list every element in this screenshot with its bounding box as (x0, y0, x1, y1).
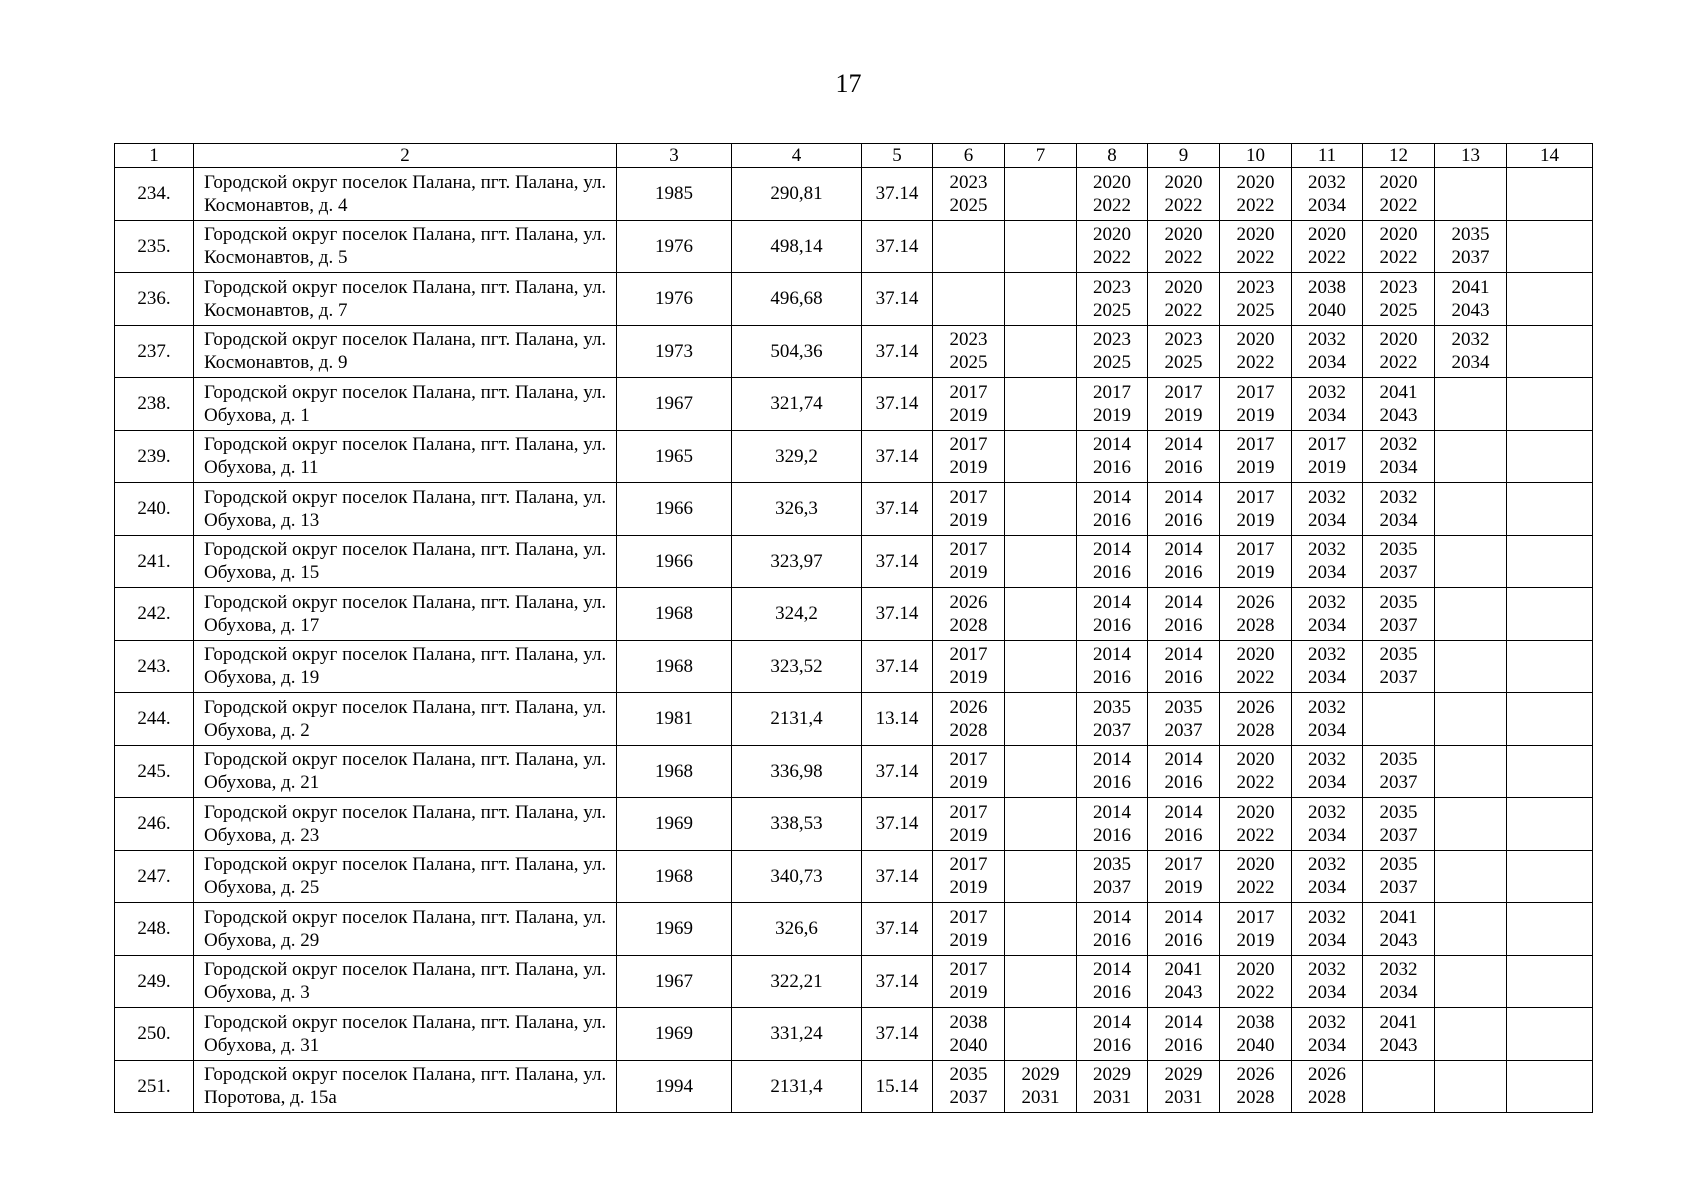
table-cell (1005, 798, 1077, 851)
table-cell: 2014 2016 (1077, 798, 1148, 851)
table-cell: 1981 (617, 693, 732, 746)
table-cell (1363, 693, 1435, 746)
table-cell: 2020 2022 (1148, 273, 1220, 326)
table-cell: 1967 (617, 378, 732, 431)
table-cell: 323,52 (732, 640, 862, 693)
table-cell (1005, 955, 1077, 1008)
table-body (115, 144, 1593, 1113)
table-cell (1005, 168, 1077, 221)
column-number-header: 2 (194, 144, 617, 168)
table-cell: 2017 2019 (1148, 850, 1220, 903)
table-cell: 2017 2019 (1220, 903, 1292, 956)
table-cell: 2032 2034 (1363, 955, 1435, 1008)
table-cell: 2041 2043 (1148, 955, 1220, 1008)
row-number-cell: 237. (115, 325, 194, 378)
table-cell: 2017 2019 (1077, 378, 1148, 431)
table-cell: 2029 2031 (1148, 1060, 1220, 1113)
row-number-cell: 248. (115, 903, 194, 956)
table-cell (933, 273, 1005, 326)
table-cell: 13.14 (862, 693, 933, 746)
row-number-cell: 239. (115, 430, 194, 483)
table-cell: 2014 2016 (1148, 483, 1220, 536)
table-cell (1005, 903, 1077, 956)
table-cell (1005, 640, 1077, 693)
table-cell: 2014 2016 (1148, 430, 1220, 483)
table-cell: 2023 2025 (1220, 273, 1292, 326)
table-row (115, 588, 1593, 641)
table-cell: 1976 (617, 273, 732, 326)
table-cell: 2032 2034 (1292, 640, 1363, 693)
row-number-cell: 247. (115, 850, 194, 903)
table-cell: 37.14 (862, 588, 933, 641)
table-cell: 37.14 (862, 220, 933, 273)
table-cell: 2020 2022 (1220, 955, 1292, 1008)
address-cell: Городской округ поселок Палана, пгт. Палана, ул. Обухова, д. 23 (194, 798, 617, 851)
table-cell: 2032 2034 (1292, 745, 1363, 798)
table-cell (1507, 1060, 1593, 1113)
table-cell (1005, 483, 1077, 536)
table-cell: 1968 (617, 745, 732, 798)
address-cell: Городской округ поселок Палана, пгт. Палана, ул. Космонавтов, д. 9 (194, 325, 617, 378)
table-cell (1005, 588, 1077, 641)
table-cell: 37.14 (862, 903, 933, 956)
table-cell: 1968 (617, 640, 732, 693)
table-row (115, 903, 1593, 956)
table-cell: 2026 2028 (1220, 693, 1292, 746)
table-cell: 2017 2019 (1220, 483, 1292, 536)
table-cell: 2041 2043 (1363, 378, 1435, 431)
table-cell: 338,53 (732, 798, 862, 851)
table-cell: 2020 2022 (1077, 168, 1148, 221)
table-cell: 2026 2028 (1220, 588, 1292, 641)
table-cell: 2026 2028 (1292, 1060, 1363, 1113)
table-row (115, 378, 1593, 431)
table-cell: 37.14 (862, 273, 933, 326)
address-cell: Городской округ поселок Палана, пгт. Палана, ул. Космонавтов, д. 4 (194, 168, 617, 221)
table-cell: 2020 2022 (1220, 850, 1292, 903)
table-row (115, 1008, 1593, 1061)
table-cell: 2023 2025 (933, 325, 1005, 378)
table-cell: 2023 2025 (1363, 273, 1435, 326)
table-cell: 2029 2031 (1005, 1060, 1077, 1113)
table-cell (1005, 745, 1077, 798)
table-cell (1005, 535, 1077, 588)
table-row (115, 273, 1593, 326)
table-cell: 2014 2016 (1077, 640, 1148, 693)
table-cell (1005, 273, 1077, 326)
table-cell: 336,98 (732, 745, 862, 798)
table-cell: 329,2 (732, 430, 862, 483)
table-cell: 2020 2022 (1077, 220, 1148, 273)
table-row (115, 483, 1593, 536)
table-cell (1435, 640, 1507, 693)
row-number-cell: 245. (115, 745, 194, 798)
table-cell: 2014 2016 (1148, 745, 1220, 798)
table-cell (1435, 798, 1507, 851)
table-cell: 2014 2016 (1077, 483, 1148, 536)
table-cell: 37.14 (862, 535, 933, 588)
table-cell: 37.14 (862, 745, 933, 798)
row-number-cell: 251. (115, 1060, 194, 1113)
table-cell (1435, 378, 1507, 431)
table-cell: 2017 2019 (933, 483, 1005, 536)
column-number-header: 3 (617, 144, 732, 168)
table-cell: 2020 2022 (1220, 640, 1292, 693)
table-cell: 2041 2043 (1363, 903, 1435, 956)
table-cell: 2017 2019 (933, 640, 1005, 693)
address-cell: Городской округ поселок Палана, пгт. Палана, ул. Обухова, д. 25 (194, 850, 617, 903)
table-row (115, 745, 1593, 798)
table-cell: 2041 2043 (1363, 1008, 1435, 1061)
table-cell: 2014 2016 (1077, 745, 1148, 798)
table-cell: 2035 2037 (1363, 640, 1435, 693)
table-cell: 2035 2037 (933, 1060, 1005, 1113)
table-cell: 1965 (617, 430, 732, 483)
column-number-header: 9 (1148, 144, 1220, 168)
table-cell (1435, 1008, 1507, 1061)
address-cell: Городской округ поселок Палана, пгт. Палана, ул. Обухова, д. 2 (194, 693, 617, 746)
table-cell (1435, 955, 1507, 1008)
table-cell (1363, 1060, 1435, 1113)
address-cell: Городской округ поселок Палана, пгт. Палана, ул. Поротова, д. 15а (194, 1060, 617, 1113)
table-cell (1507, 955, 1593, 1008)
table-row (115, 850, 1593, 903)
table-cell: 2131,4 (732, 693, 862, 746)
table-row (115, 1060, 1593, 1113)
row-number-cell: 242. (115, 588, 194, 641)
table-row (115, 955, 1593, 1008)
table-cell: 15.14 (862, 1060, 933, 1113)
table-cell: 2032 2034 (1292, 325, 1363, 378)
column-number-header: 13 (1435, 144, 1507, 168)
table-cell (1507, 640, 1593, 693)
address-cell: Городской округ поселок Палана, пгт. Палана, ул. Обухова, д. 31 (194, 1008, 617, 1061)
table-cell: 37.14 (862, 798, 933, 851)
table-cell: 2020 2022 (1220, 325, 1292, 378)
row-number-cell: 241. (115, 535, 194, 588)
table-cell: 2014 2016 (1148, 535, 1220, 588)
table-cell: 2035 2037 (1363, 745, 1435, 798)
table-cell: 2017 2019 (1148, 378, 1220, 431)
table-cell: 2041 2043 (1435, 273, 1507, 326)
table-cell (1435, 903, 1507, 956)
table-cell: 37.14 (862, 430, 933, 483)
table-cell: 2014 2016 (1148, 588, 1220, 641)
row-number-cell: 234. (115, 168, 194, 221)
address-cell: Городской округ поселок Палана, пгт. Палана, ул. Обухова, д. 13 (194, 483, 617, 536)
address-cell: Городской округ поселок Палана, пгт. Палана, ул. Обухова, д. 1 (194, 378, 617, 431)
table-cell: 2038 2040 (933, 1008, 1005, 1061)
address-cell: Городской округ поселок Палана, пгт. Палана, ул. Обухова, д. 21 (194, 745, 617, 798)
table-cell: 2038 2040 (1292, 273, 1363, 326)
row-number-cell: 235. (115, 220, 194, 273)
table-cell (1507, 745, 1593, 798)
table-cell: 2014 2016 (1148, 798, 1220, 851)
table-cell: 37.14 (862, 850, 933, 903)
table-cell (1507, 483, 1593, 536)
table-cell: 2020 2022 (1363, 220, 1435, 273)
table-cell: 2017 2019 (933, 430, 1005, 483)
table-cell: 323,97 (732, 535, 862, 588)
table-cell: 2032 2034 (1363, 430, 1435, 483)
row-number-cell: 236. (115, 273, 194, 326)
table-cell (1005, 220, 1077, 273)
table-cell: 2032 2034 (1292, 378, 1363, 431)
table-cell: 37.14 (862, 955, 933, 1008)
table-cell: 2023 2025 (933, 168, 1005, 221)
row-number-cell: 243. (115, 640, 194, 693)
table-cell: 326,6 (732, 903, 862, 956)
table-cell (1005, 430, 1077, 483)
table-row (115, 798, 1593, 851)
table-cell: 2020 2022 (1220, 798, 1292, 851)
table-cell (1507, 220, 1593, 273)
table-cell: 2032 2034 (1292, 483, 1363, 536)
table-cell: 2017 2019 (933, 535, 1005, 588)
table-cell: 37.14 (862, 640, 933, 693)
table-cell: 2026 2028 (933, 693, 1005, 746)
column-number-header: 10 (1220, 144, 1292, 168)
table-cell (1507, 430, 1593, 483)
table-cell: 2014 2016 (1077, 903, 1148, 956)
table-cell: 1967 (617, 955, 732, 1008)
table-cell: 2032 2034 (1292, 955, 1363, 1008)
table-cell: 2020 2022 (1148, 220, 1220, 273)
table-cell: 2020 2022 (1220, 220, 1292, 273)
table-cell (1435, 430, 1507, 483)
address-cell: Городской округ поселок Палана, пгт. Палана, ул. Космонавтов, д. 5 (194, 220, 617, 273)
table-cell (1435, 588, 1507, 641)
table-cell: 504,36 (732, 325, 862, 378)
table-cell: 322,21 (732, 955, 862, 1008)
table-cell: 2038 2040 (1220, 1008, 1292, 1061)
table-cell (1507, 903, 1593, 956)
table-cell: 2017 2019 (933, 745, 1005, 798)
table-cell: 2020 2022 (1292, 220, 1363, 273)
column-number-header: 5 (862, 144, 933, 168)
page-number: 17 (835, 69, 862, 98)
table-cell: 2026 2028 (933, 588, 1005, 641)
table-cell: 2017 2019 (1220, 430, 1292, 483)
table-cell: 2020 2022 (1363, 168, 1435, 221)
column-number-header: 11 (1292, 144, 1363, 168)
table-cell: 2032 2034 (1292, 850, 1363, 903)
table-cell (1435, 745, 1507, 798)
column-number-header: 1 (115, 144, 194, 168)
table-cell: 2020 2022 (1220, 168, 1292, 221)
table-cell: 1966 (617, 535, 732, 588)
table-cell (1435, 693, 1507, 746)
table-cell: 1966 (617, 483, 732, 536)
table-cell (1435, 483, 1507, 536)
table-cell: 2032 2034 (1363, 483, 1435, 536)
table-cell: 1969 (617, 1008, 732, 1061)
address-cell: Городской округ поселок Палана, пгт. Палана, ул. Обухова, д. 15 (194, 535, 617, 588)
table-cell: 2020 2022 (1220, 745, 1292, 798)
table-cell: 2026 2028 (1220, 1060, 1292, 1113)
table-cell (1435, 1060, 1507, 1113)
table-cell: 1969 (617, 798, 732, 851)
address-cell: Городской округ поселок Палана, пгт. Палана, ул. Обухова, д. 17 (194, 588, 617, 641)
table-cell: 2035 2037 (1148, 693, 1220, 746)
table-cell: 1985 (617, 168, 732, 221)
table-cell (1507, 535, 1593, 588)
column-number-header: 8 (1077, 144, 1148, 168)
table-cell: 2017 2019 (1292, 430, 1363, 483)
table-cell: 324,2 (732, 588, 862, 641)
column-number-header: 12 (1363, 144, 1435, 168)
column-number-header: 7 (1005, 144, 1077, 168)
header-row (115, 144, 1593, 168)
table-cell (1005, 1008, 1077, 1061)
table-cell: 2014 2016 (1077, 430, 1148, 483)
table-cell (1507, 378, 1593, 431)
table-cell: 2035 2037 (1077, 693, 1148, 746)
address-cell: Городской округ поселок Палана, пгт. Палана, ул. Обухова, д. 19 (194, 640, 617, 693)
table-cell (1507, 273, 1593, 326)
table-cell: 2014 2016 (1148, 640, 1220, 693)
table-cell: 2029 2031 (1077, 1060, 1148, 1113)
table-cell: 2035 2037 (1363, 798, 1435, 851)
table-cell (1435, 168, 1507, 221)
table-cell (1507, 798, 1593, 851)
table-cell: 1973 (617, 325, 732, 378)
table-cell: 2032 2034 (1292, 693, 1363, 746)
table-cell (1507, 693, 1593, 746)
row-number-cell: 249. (115, 955, 194, 1008)
table-cell: 2032 2034 (1292, 798, 1363, 851)
row-number-cell: 240. (115, 483, 194, 536)
table-cell: 340,73 (732, 850, 862, 903)
table-cell: 1968 (617, 850, 732, 903)
table-cell: 37.14 (862, 483, 933, 536)
table-cell: 1976 (617, 220, 732, 273)
table-cell: 326,3 (732, 483, 862, 536)
table-cell: 2017 2019 (933, 955, 1005, 1008)
table-cell: 2017 2019 (933, 378, 1005, 431)
address-cell: Городской округ поселок Палана, пгт. Палана, ул. Обухова, д. 11 (194, 430, 617, 483)
table-cell: 2017 2019 (1220, 535, 1292, 588)
table-cell: 2020 2022 (1363, 325, 1435, 378)
column-number-header: 4 (732, 144, 862, 168)
table-cell: 37.14 (862, 168, 933, 221)
table-cell (1507, 168, 1593, 221)
table-cell: 321,74 (732, 378, 862, 431)
address-cell: Городской округ поселок Палана, пгт. Палана, ул. Космонавтов, д. 7 (194, 273, 617, 326)
table-cell: 2035 2037 (1077, 850, 1148, 903)
row-number-cell: 244. (115, 693, 194, 746)
column-number-header: 6 (933, 144, 1005, 168)
table-cell: 2014 2016 (1077, 588, 1148, 641)
table-cell: 2014 2016 (1077, 535, 1148, 588)
table-cell: 2035 2037 (1363, 850, 1435, 903)
table-cell: 2014 2016 (1148, 1008, 1220, 1061)
row-number-cell: 238. (115, 378, 194, 431)
table-cell: 2017 2019 (933, 903, 1005, 956)
table-cell: 37.14 (862, 378, 933, 431)
table-cell: 498,14 (732, 220, 862, 273)
table-row (115, 693, 1593, 746)
table-cell: 2017 2019 (1220, 378, 1292, 431)
table-cell: 2023 2025 (1148, 325, 1220, 378)
table-row (115, 640, 1593, 693)
table-cell: 331,24 (732, 1008, 862, 1061)
table-row (115, 325, 1593, 378)
table-cell (1507, 588, 1593, 641)
table-cell (1507, 1008, 1593, 1061)
table-cell (1435, 535, 1507, 588)
table-cell: 290,81 (732, 168, 862, 221)
table-cell: 2035 2037 (1435, 220, 1507, 273)
table-cell: 37.14 (862, 1008, 933, 1061)
data-table (114, 143, 1593, 1113)
table-row (115, 168, 1593, 221)
table-cell: 2032 2034 (1292, 588, 1363, 641)
table-cell: 2023 2025 (1077, 325, 1148, 378)
table-cell: 2023 2025 (1077, 273, 1148, 326)
table-cell: 2014 2016 (1077, 955, 1148, 1008)
table-row (115, 535, 1593, 588)
address-cell: Городской округ поселок Палана, пгт. Палана, ул. Обухова, д. 3 (194, 955, 617, 1008)
column-number-header: 14 (1507, 144, 1593, 168)
row-number-cell: 246. (115, 798, 194, 851)
table-cell: 2032 2034 (1292, 535, 1363, 588)
table-cell (1435, 850, 1507, 903)
table-row (115, 430, 1593, 483)
row-number-cell: 250. (115, 1008, 194, 1061)
table-cell: 1994 (617, 1060, 732, 1113)
table-cell: 2017 2019 (933, 798, 1005, 851)
table-cell (1507, 325, 1593, 378)
table-cell: 2014 2016 (1148, 903, 1220, 956)
table-cell (1005, 850, 1077, 903)
table-cell (933, 220, 1005, 273)
table-cell: 1968 (617, 588, 732, 641)
table-cell: 2032 2034 (1292, 1008, 1363, 1061)
table-cell: 2020 2022 (1148, 168, 1220, 221)
table-cell: 37.14 (862, 325, 933, 378)
table-cell: 2035 2037 (1363, 535, 1435, 588)
table-cell (1005, 325, 1077, 378)
table-cell (1507, 850, 1593, 903)
table-cell: 496,68 (732, 273, 862, 326)
table-cell: 2032 2034 (1435, 325, 1507, 378)
table-cell: 2032 2034 (1292, 168, 1363, 221)
table-row (115, 220, 1593, 273)
table-cell: 1969 (617, 903, 732, 956)
table-cell: 2032 2034 (1292, 903, 1363, 956)
table-cell: 2035 2037 (1363, 588, 1435, 641)
address-cell: Городской округ поселок Палана, пгт. Палана, ул. Обухова, д. 29 (194, 903, 617, 956)
table-cell (1005, 693, 1077, 746)
table-cell: 2017 2019 (933, 850, 1005, 903)
table-cell: 2131,4 (732, 1060, 862, 1113)
table-cell (1005, 378, 1077, 431)
table-cell: 2014 2016 (1077, 1008, 1148, 1061)
